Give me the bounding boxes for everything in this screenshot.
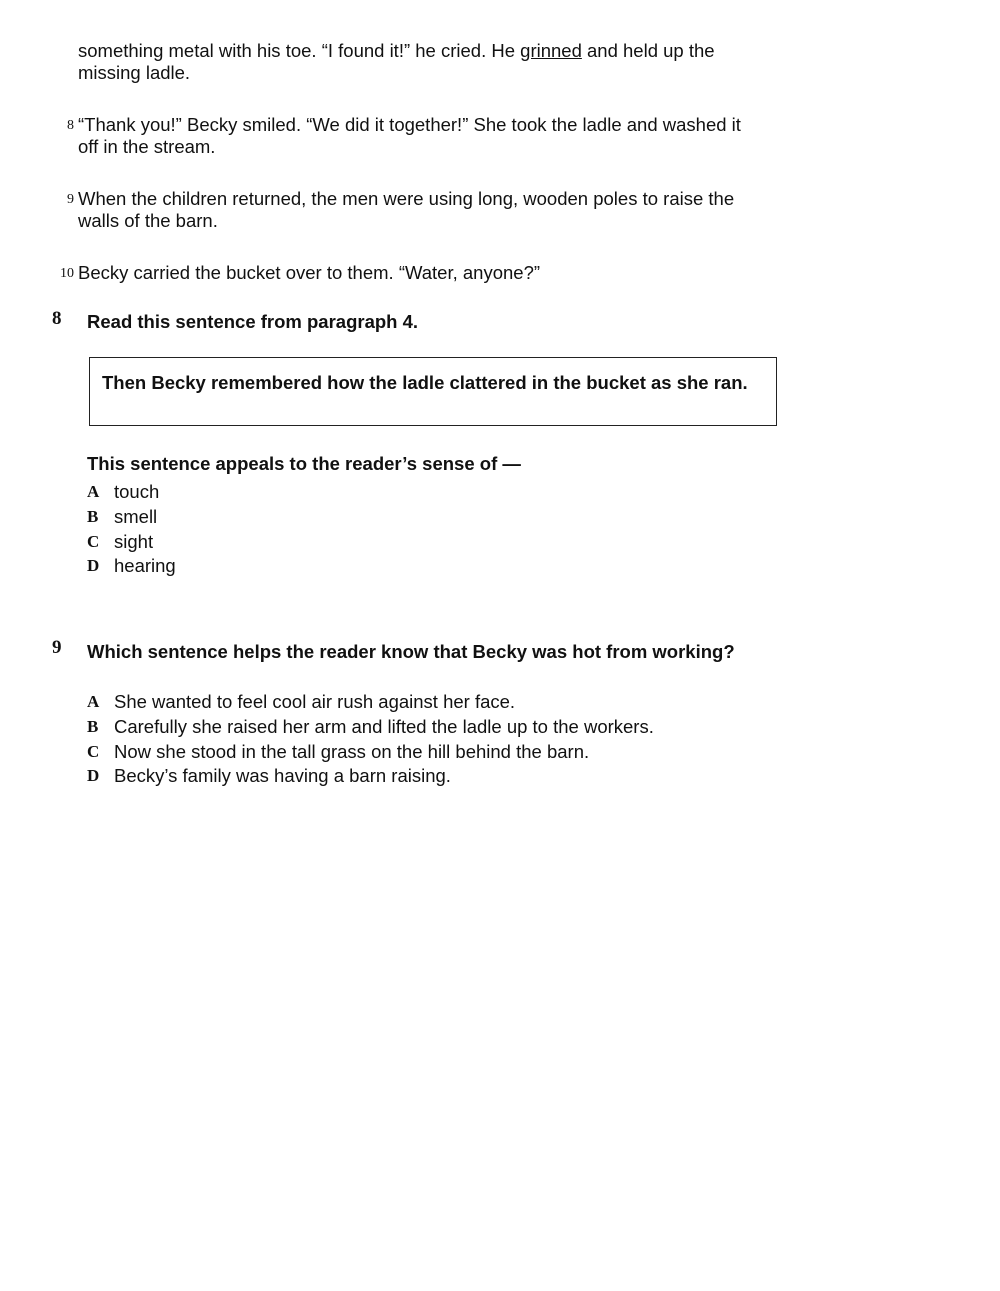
question-prompt: Read this sentence from paragraph 4. (87, 311, 419, 332)
answer-choice-b[interactable] (87, 505, 176, 530)
question-prompt: Which sentence helps the reader know that Becky was hot from working? (87, 641, 735, 662)
choice-text: touch (114, 481, 160, 503)
choice-letter: A (87, 482, 100, 502)
choice-text: Becky’s family was having a barn raising. (114, 765, 451, 787)
choice-text: Now she stood in the tall grass on the hill behind the barn. (114, 740, 590, 762)
choice-text: She wanted to feel cool air rush against her face. (114, 691, 516, 713)
choice-letter: B (87, 717, 99, 737)
answer-choice-b[interactable] (87, 715, 654, 740)
answer-choice-a[interactable] (87, 480, 176, 505)
question-stem: This sentence appeals to the reader’s sense of — (87, 453, 521, 474)
choice-letter: D (87, 556, 100, 576)
answer-choice-a[interactable] (87, 690, 654, 715)
choice-text: smell (114, 506, 158, 528)
question-number: 8 (52, 308, 62, 329)
choice-text: sight (114, 530, 154, 552)
choice-text: hearing (114, 555, 176, 577)
answer-choices (87, 480, 176, 579)
answer-choice-c[interactable] (87, 739, 654, 764)
choice-letter: D (87, 766, 100, 786)
choice-letter: B (87, 507, 99, 527)
question-number: 9 (52, 637, 62, 658)
paragraph-number: 10 (60, 266, 74, 281)
choice-letter: A (87, 692, 100, 712)
paragraph-8: “Thank you!” Becky smiled. “We did it together!” She took the ladle and washed it off in the stream. (78, 114, 741, 157)
vocabulary-word-underlined: grinned (520, 40, 582, 61)
paragraph-text: something metal with his toe. “I found it!” he cried. He (78, 40, 521, 61)
choice-letter: C (87, 741, 100, 761)
choice-text: Carefully she raised her arm and lifted the ladle up to the workers. (114, 716, 654, 738)
paragraph-text: and held up the missing ladle. (78, 40, 715, 83)
answer-choices (87, 690, 654, 789)
paragraph-10: Becky carried the bucket over to them. “Water, anyone?” (78, 262, 541, 283)
choice-letter: C (87, 531, 100, 551)
quoted-sentence: Then Becky remembered how the ladle clattered in the bucket as she ran. (102, 372, 748, 393)
answer-choice-d[interactable] (87, 764, 654, 789)
paragraph-9: When the children returned, the men were using long, wooden poles to raise the walls of the barn. (78, 188, 735, 231)
answer-choice-d[interactable] (87, 554, 176, 579)
paragraph-7-continuation (78, 40, 758, 84)
quoted-sentence-box (89, 357, 777, 426)
paragraph-number: 9 (67, 192, 74, 207)
paragraph-number: 8 (67, 118, 74, 133)
answer-choice-c[interactable] (87, 529, 176, 554)
